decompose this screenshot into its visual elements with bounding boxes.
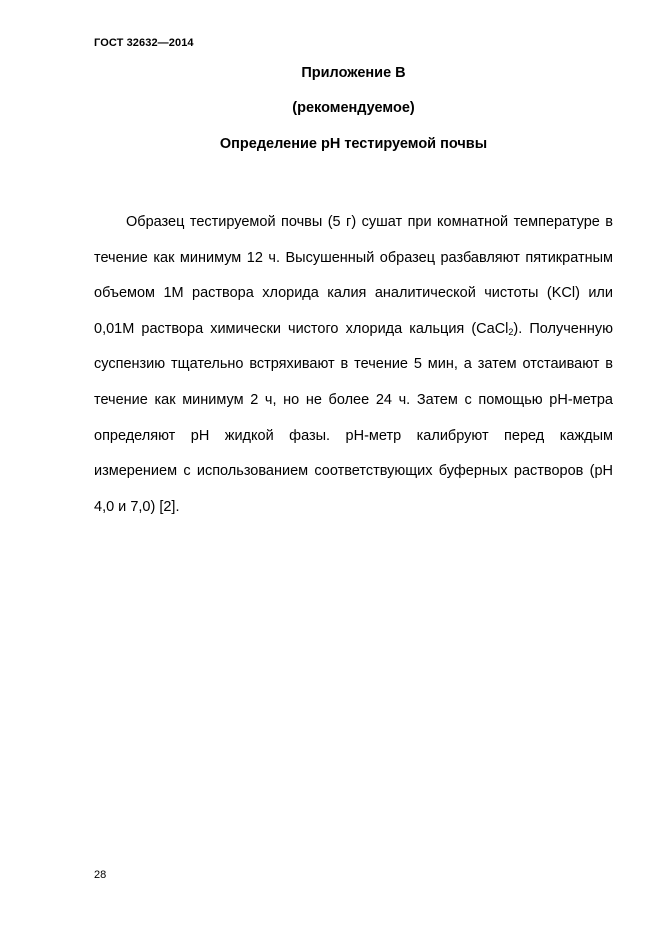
body-text-part-1: Образец тестируемой почвы (5 г) сушат при комнатной температуре в течение как минимум 12 ч. Высушенный образец разбавляют пятикратным объемом 1М раствора хлорида калия аналитической чистоты (KCl) или 0,01М раствора химически чистого хлорида кальция (CaCl	[94, 214, 613, 337]
body-paragraph	[94, 205, 613, 525]
appendix-subject: Определение рН тестируемой почвы	[219, 136, 488, 152]
appendix-status: (рекомендуемое)	[292, 100, 415, 116]
appendix-title: Приложение В	[301, 65, 406, 81]
body-text-part-2: ). Полученную суспензию тщательно встряхивают в течение 5 мин, а затем отстаивают в течение как минимум 2 ч, но не более 24 ч. Затем с помощью рН-метра определяют рН жидкой фазы. рН-метр калибруют перед каждым измерением с использованием соответствующих буферных растворов (рН 4,0 и 7,0) [2].	[94, 320, 613, 515]
subscript-two: 2	[508, 326, 514, 337]
document-code: ГОСТ 32632—2014	[94, 37, 194, 49]
page-number: 28	[94, 869, 107, 881]
